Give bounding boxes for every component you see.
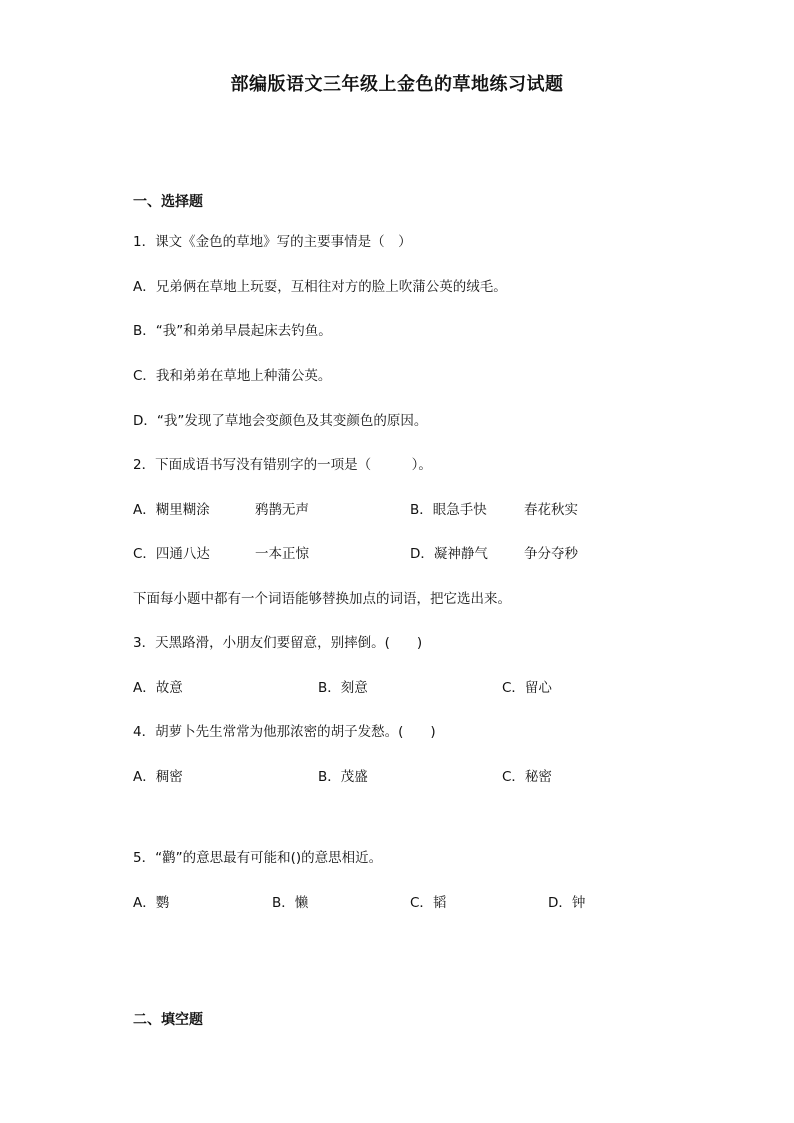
question-3-option-c: C．留心 [502,680,552,696]
question-1-option-a: A．兄弟俩在草地上玩耍，互相往对方的脸上吹蒲公英的绒毛。 [133,279,507,295]
section-heading-fill-blank: 二、填空题 [133,1012,203,1028]
question-5-option-a: A．鹦 [133,895,170,911]
question-5-option-d: D．钟 [548,895,586,911]
question-3-stem: 3．天黑路滑，小朋友们要留意，别摔倒。( ) [133,635,423,651]
question-1-option-b: B．“我”和弟弟早晨起床去钓鱼。 [133,323,332,339]
question-4-option-a: A．稠密 [133,769,183,785]
page-title: 部编版语文三年级上金色的草地练习试题 [230,74,564,95]
question-2-option-c-second: 一本正惊 [255,546,309,562]
question-2-option-b-second: 春花秋实 [524,502,578,518]
question-4-option-b: B．茂盛 [318,769,368,785]
question-5-stem: 5．“鹳”的意思最有可能和()的意思相近。 [133,850,383,866]
question-2-option-a: A．糊里糊涂 [133,502,210,518]
question-2-stem: 2．下面成语书写没有错别字的一项是（ ）。 [133,457,432,473]
question-2-option-d: D．凝神静气 [410,546,488,562]
section-heading-choice: 一、选择题 [133,194,203,210]
question-5-option-b: B．懒 [272,895,309,911]
question-5-option-c: C．韬 [410,895,447,911]
question-4-option-c: C．秘密 [502,769,552,785]
question-3-option-b: B．刻意 [318,680,368,696]
instruction-text: 下面每小题中都有一个词语能够替换加点的词语，把它选出来。 [133,591,511,607]
question-3-option-a: A．故意 [133,680,183,696]
question-1-option-d: D．“我”发现了草地会变颜色及其变颜色的原因。 [133,413,428,429]
question-2-option-b: B．眼急手快 [410,502,487,518]
question-2-option-c: C．四通八达 [133,546,210,562]
question-1-stem: 1．课文《金色的草地》写的主要事情是（ ） [133,234,412,250]
question-1-option-c: C．我和弟弟在草地上种蒲公英。 [133,368,332,384]
question-2-option-d-second: 争分夺秒 [524,546,578,562]
question-2-option-a-second: 鸦鹊无声 [255,502,309,518]
question-4-stem: 4．胡萝卜先生常常为他那浓密的胡子发愁。( ) [133,724,436,740]
